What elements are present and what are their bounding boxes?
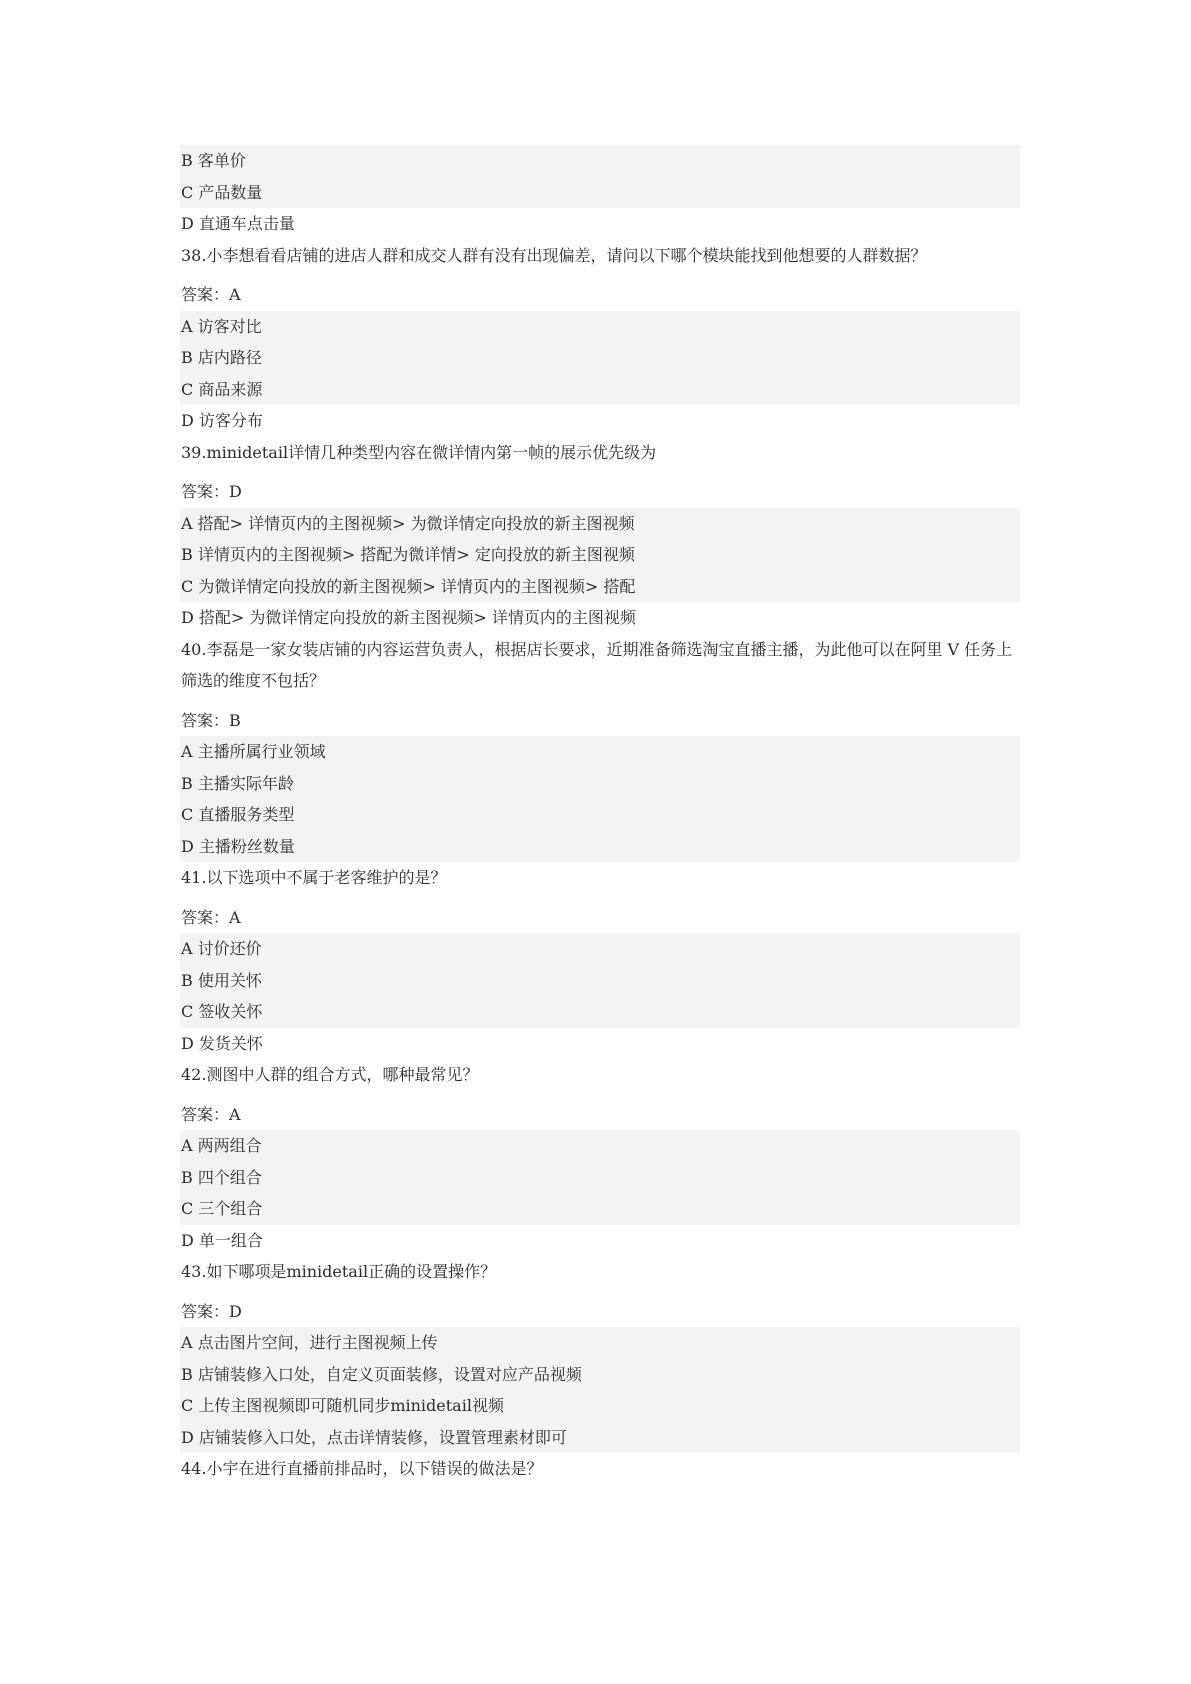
option-line: A 两两组合 — [180, 1130, 1020, 1162]
option-line: C 上传主图视频即可随机同步minidetail视频 — [180, 1390, 1020, 1422]
option-line: B 四个组合 — [180, 1162, 1020, 1194]
question-list — [180, 145, 1020, 1485]
option-line: D 店铺装修入口处，点击详情装修，设置管理素材即可 — [180, 1422, 1020, 1454]
question-text: 41.以下选项中不属于老客维护的是？ — [181, 868, 447, 887]
option-line: B 店铺装修入口处，自定义页面装修，设置对应产品视频 — [180, 1359, 1020, 1391]
option-line: B 店内路径 — [180, 342, 1020, 374]
option-line: A 搭配> 详情页内的主图视频> 为微详情定向投放的新主图视频 — [180, 508, 1020, 540]
option-line: B 客单价 — [180, 145, 1020, 177]
answer-line: 答案：A — [181, 1104, 241, 1124]
question-text: 40.李磊是一家女装店铺的内容运营负责人，根据店长要求，近期准备筛选淘宝直播主播，为此他可以在阿里 V 任务上筛选的维度不包括？ — [181, 639, 1013, 690]
question-text: 42.测图中人群的组合方式，哪种最常见？ — [181, 1065, 479, 1084]
answer-line: 答案：D — [181, 1301, 242, 1321]
answer-line: 答案：A — [181, 907, 241, 927]
option-line: B 详情页内的主图视频> 搭配为微详情> 定向投放的新主图视频 — [180, 539, 1020, 571]
option-line: D 访客分布 — [181, 411, 263, 430]
option-line: D 主播粉丝数量 — [180, 831, 1020, 863]
option-line: D 单一组合 — [181, 1230, 263, 1250]
question-text: 44.小宇在进行直播前排品时，以下错误的做法是？ — [181, 1459, 543, 1478]
option-line: A 讨价还价 — [180, 933, 1020, 965]
option-line: A 访客对比 — [180, 311, 1020, 343]
option-line: D 搭配> 为微详情定向投放的新主图视频> 详情页内的主图视频 — [181, 608, 636, 627]
option-line: A 主播所属行业领域 — [180, 736, 1020, 768]
option-line: B 主播实际年龄 — [180, 768, 1020, 800]
question-text: 39.minidetail详情几种类型内容在微详情内第一帧的展示优先级为 — [181, 442, 657, 462]
option-line: C 签收关怀 — [180, 996, 1020, 1028]
option-line: C 三个组合 — [180, 1193, 1020, 1225]
option-line: B 使用关怀 — [180, 965, 1020, 997]
option-line: C 产品数量 — [180, 177, 1020, 209]
answer-line: 答案：B — [181, 710, 241, 730]
question-text: 43.如下哪项是minidetail正确的设置操作？ — [181, 1262, 497, 1281]
question-text: 38.小李想看看店铺的进店人群和成交人群有没有出现偏差，请问以下哪个模块能找到他想要的人群数据？ — [181, 245, 927, 265]
option-line: C 直播服务类型 — [180, 799, 1020, 831]
option-line: D 直通车点击量 — [181, 214, 295, 233]
answer-line: 答案：A — [181, 285, 241, 304]
option-line: A 点击图片空间，进行主图视频上传 — [180, 1327, 1020, 1359]
answer-line: 答案：D — [181, 482, 242, 501]
option-line: C 为微详情定向投放的新主图视频> 详情页内的主图视频> 搭配 — [180, 571, 1020, 603]
option-line: D 发货关怀 — [181, 1033, 263, 1053]
option-line: C 商品来源 — [180, 374, 1020, 406]
